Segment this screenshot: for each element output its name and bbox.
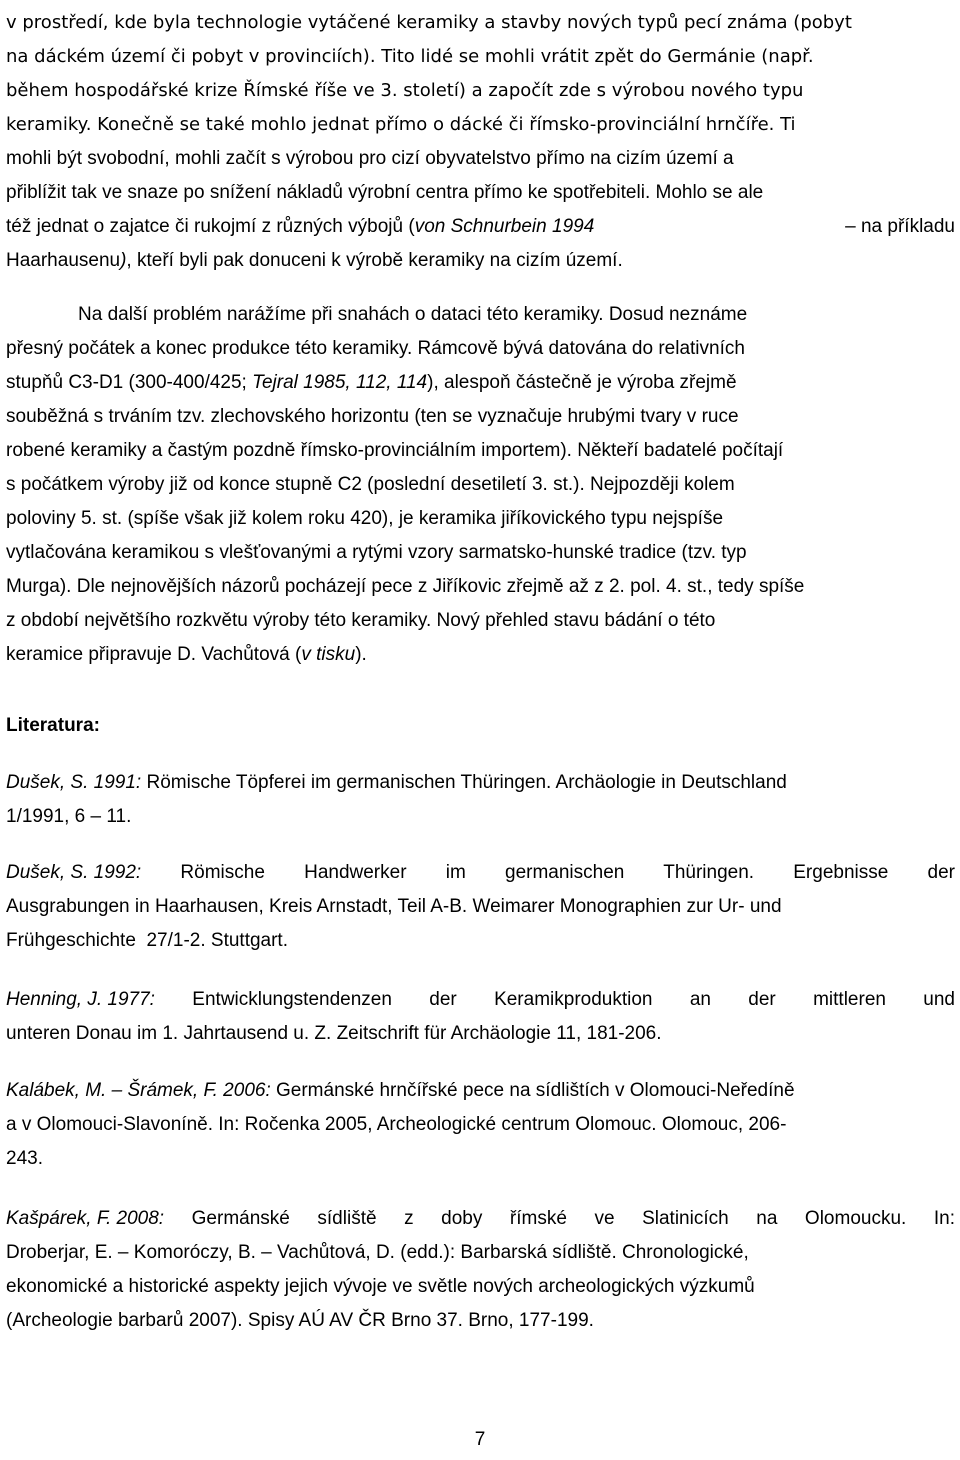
text-line: ekonomické a historické aspekty jejich vývoje ve světle nových archeologických výzkumů [6,1276,755,1297]
text-line: Murga). Dle nejnovějších názorů pocházejí pece z Jiříkovic zřejmě až z 2. pol. 4. st., tedy spíše [6,576,805,597]
reference-item [6,1074,955,1176]
text-line: mohli být svobodní, mohli začít s výrobou pro cizí obyvatelstvo přímo na cizím území a [6,147,734,169]
paragraph-1 [6,5,955,279]
text-line: přesný počátek a konec produkce této keramiky. Rámcově bývá datována do relativních [6,338,745,359]
text-line: unteren Donau im 1. Jahrtausend u. Z. Zeitschrift für Archäologie 11, 181-206. [6,1023,662,1044]
text-line: Dušek, S. 1992: Römische Handwerker im germanischen Thüringen. Ergebnisse der [6,862,955,883]
text-line: a v Olomouci-Slavoníně. In: Ročenka 2005, Archeologické centrum Olomouc. Olomouc, 206- [6,1114,787,1135]
text-line: Haarhausenu ) , kteří byli pak donuceni k výrobě keramiky na cizím území. [6,250,623,272]
page-number: 7 [474,1429,486,1450]
text-line: Henning, J. 1977: Entwicklungstendenzen der Keramikproduktion an der mittleren und [6,989,955,1010]
text-line: z období největšího rozkvětu výroby této keramiky. Nový přehled stavu bádání o této [6,610,716,631]
reference-item [6,856,955,958]
text-line: keramiky. Konečně se také mohlo jednat přímo o dácké či římsko-provinciální hrnčíře. Ti [6,114,796,136]
text-line: během hospodářské krize Římské říše ve 3. století) a započít zde s výrobou nového typu [6,79,804,101]
reference-author: Kalábek, M. – Šrámek, F. 2006: [6,1080,271,1101]
text-line: Na další problém narážíme při snahách o dataci této keramiky. Dosud neznáme [78,304,748,325]
text-line: Kalábek, M. – Šrámek, F. 2006: Germánské hrnčířské pece na sídlištích v Olomouci-Neředíně [6,1080,795,1101]
text-line: keramice připravuje D. Vachůtová ( v tisku ). [6,644,367,665]
text-line: Frühgeschichte 27/1-2. Stuttgart. [6,930,288,951]
reference-item [6,983,955,1051]
text-line: Ausgrabungen in Haarhausen, Kreis Arnstadt, Teil A-B. Weimarer Monographien zur Ur- und [6,896,782,917]
text-line: souběžná s trváním tzv. zlechovského horizontu (ten se vyznačuje hrubými tvary v ruce [6,406,739,427]
text-line: přiblížit tak ve snaze po snížení nákladů výrobní centra přímo ke spotřebiteli. Mohlo se ale [6,182,764,204]
reference-author: Dušek, S. 1992: [6,862,142,883]
text-line: v prostředí, kde byla technologie vytáčené keramiky a stavby nových typů pecí známa (pobyt [6,11,852,33]
text-line: robené keramiky a častým pozdně římsko-provinciálním importem). Někteří badatelé počítají [6,440,784,461]
section-heading: Literatura: [6,715,100,736]
text-line: s počátkem výroby již od konce stupně C2 (poslední desetiletí 3. st.). Nejpozději kolem [6,474,735,495]
text-line: Dušek, S. 1991: Römische Töpferei im germanischen Thüringen. Archäologie in Deutschland [6,772,787,793]
text-line: stupňů C3-D1 (300-400/425; Tejral 1985, 112, 114 ), alespoň částečně je výroba zřejmě [6,372,737,393]
citation-italic: Tejral 1985, 112, 114 [252,372,428,393]
text-line: 243. [6,1148,43,1169]
paragraph-2 [6,298,955,672]
text-line: Kašpárek, F. 2008: Germánské sídliště z doby římské ve Slatinicích na Olomoucku. In: [6,1208,955,1229]
text-line: vytlačována keramikou s vlešťovanými a rytými vzory sarmatsko-hunské tradice (tzv. typ [6,542,747,563]
reference-item [6,1202,955,1338]
text-line: poloviny 5. st. (spíše však již kolem roku 420), je keramika jiříkovického typu nejspíše [6,508,724,529]
text-line: na dáckém území či pobyt v provinciích). Tito lidé se mohli vrátit zpět do Germánie (např. [6,45,814,67]
text-line: Droberjar, E. – Komoróczy, B. – Vachůtová, D. (edd.): Barbarská sídliště. Chronologické, [6,1242,749,1263]
text-line: 1/1991, 6 – 11. [6,806,132,827]
reference-author: Henning, J. 1977: [6,989,155,1010]
reference-author: Kašpárek, F. 2008: [6,1208,165,1229]
citation-italic: von Schnurbein 1994 [414,216,595,238]
text-line: (Archeologie barbarů 2007). Spisy AÚ AV ČR Brno 37. Brno, 177-199. [6,1310,594,1331]
reference-author: Dušek, S. 1991: [6,772,142,793]
text-line: též jednat o zajatce či rukojmí z různých výbojů ( von Schnurbein 1994 – na příkladu [6,216,955,238]
reference-item [6,766,955,834]
